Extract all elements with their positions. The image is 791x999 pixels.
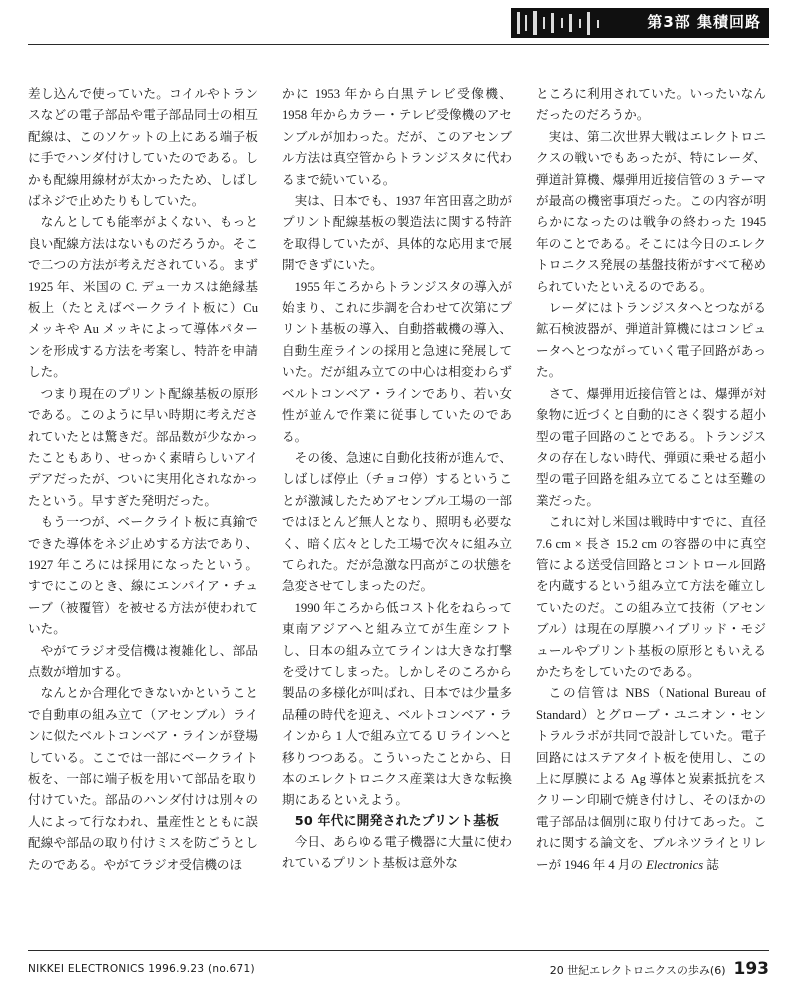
footer-series-title: 20 世紀エレクトロニクスの歩み(6): [549, 964, 726, 977]
paragraph: もう一つが、ベークライト板に真鍮でできた導体をネジ止めする方法であり、1927 年ころには採用になったという。すでにこのとき、線にエンパイア・チューブ（被覆管）を被せる方法が使われていた。: [28, 515, 258, 637]
page-number: 193: [733, 959, 769, 979]
paragraph: レーダにはトランジスタヘとつながる鉱石検波器が、弾道計算機にはコンピュータへとつながっていく電子回路があった。: [536, 301, 766, 380]
paragraph-text-tail: 誌: [703, 857, 719, 872]
paragraph: なんとか合理化できないかということで自動車の組み立て（アセンブル）ラインに似たベルトコンベア・ラインが登場している。ここでは一部にベークライト板を、一部に端子板を用いて部品を取り付けていた。部品のハンダ付けは別々の人によって行なわれ、量産性とともに誤配線や部品の取り付けミスを防ごうとしたのである。やがてラジオ受信機のほ: [28, 686, 258, 872]
article-body: [28, 84, 766, 919]
footer-publication-info: NIKKEI ELECTRONICS 1996.9.23 (no.671): [28, 963, 255, 975]
paragraph: その後、急速に自動化技術が進んで、しばしば停止（チョコ停）するということが激減したためアセンブル工場の一部ではほとんど無人となり、照明も必要なく、暗く広々とした工場で次々に組み立てられた。だが急激な円高がこの状態を急変させてしまったのだ。: [282, 450, 512, 594]
paragraph: かに 1953 年から白黒テレビ受像機、1958 年からカラー・テレビ受像機のアセンブルが加わった。だが、このアセンブル方法は真空管からトランジスタに代わるまで続いている。: [282, 87, 512, 187]
paragraph-text: この信管は NBS（National Bureau of Standard）とグローブ・ユニオン・セントラルラボが共同で設計していた。電子回路にはステアタイト板を使用し、この上に厚膜による Ag 導体と炭素抵抗をスクリーン印刷で焼き付けし、そのほかの電子部品は個別に取り付けてあった。これに関する論文を、ブルネツライとリレーが 1946 年 4 月の: [536, 686, 766, 872]
section-subheading: 50 年代に開発されたプリント基板: [294, 813, 500, 829]
section-header-tab: [511, 8, 769, 38]
paragraph: つまり現在のプリント配線基板の原形である。このように早い時期に考えだされていたとは驚きだ。部品数が少なかったこともあり、せっかく素晴らしいアイデアだったが、ついに実用化されなかったという。早すぎた発明だった。: [28, 386, 258, 508]
paragraph: 今日、あらゆる電子機器に大量に使われているプリント基板は意外な: [282, 834, 512, 871]
paragraph: 実は、日本でも、1937 年宮田喜之助がプリント配線基板の製造法に関する特許を取得していたが、具体的な応用まで展開できずにいた。: [282, 194, 512, 273]
paragraph: 差し込んで使っていた。コイルやトランスなどの電子部品や電子部品同士の相互配線は、このソケットの上にある端子板に手でハンダ付けしていたのである。しかも配線用線材が太かったため、しばしばネジで止めたりもしていた。: [28, 87, 258, 209]
text-column-3: [536, 84, 766, 919]
text-column-2: [282, 84, 512, 919]
paragraph: やがてラジオ受信機は複雑化し、部品点数が増加する。: [28, 643, 258, 679]
section-header-label: 第3部 集積回路: [647, 13, 761, 31]
paragraph: ところに利用されていた。いったいなんだったのだろうか。: [536, 87, 766, 123]
paragraph: 1955 年ころからトランジスタの導入が始まり、これに歩調を合わせて次第にプリント基板の導入、自動搭載機の導入、自動生産ラインの採用と急速に発展していた。だが組み立ての中心は相変わらずベルトコンベア・ラインであり、若い女性が並んで作業に従事していたのである。: [282, 279, 512, 444]
paragraph: 1990 年ころから低コスト化をねらって東南アジアへと組み立てが生産シフトし、日本の組み立てラインは大きな打撃を受けてしまった。しかしそのころから製品の多様化が叫ばれ、日本では少量多品種の時代を迎え、ベルトコンベア・ラインから 1 人で組み立てる U ラインへと移りつつある。こういったことから、日本のエレクトロニクス産業は大きな転換期にあるといえよう。: [282, 600, 512, 808]
italic-journal-name: Electronics: [646, 857, 704, 872]
header-divider-rule: [28, 44, 769, 45]
paragraph: さて、爆弾用近接信管とは、爆弾が対象物に近づくと自動的にさく裂する超小型の電子回路のことである。トランジスタの存在しない時代、弾頭に乗せる超小型の電子回路を組み立てることは至難の業だった。: [536, 386, 766, 508]
footer-divider-rule: [28, 950, 769, 951]
paragraph: 実は、第二次世界大戦はエレクトロニクスの戦いでもあったが、特にレーダ、弾道計算機、爆弾用近接信管の 3 テーマが最高の機密事項だった。この内容が明らかになったのは戦争の終わった 1945 年のことである。そこには今日のエレクトロニクス発展の基盤技術がすべて秘められていたといえるのである。: [536, 129, 766, 294]
paragraph: これに対し米国は戦時中すでに、直径 7.6 cm × 長さ 15.2 cm の容器の中に真空管による送受信回路とコントロール回路を内蔵するという組み立て方法を確立していたのだ。この組み立て技術（アセンブル）は現在の厚膜ハイブリッド・モジュールやプリント基板の原形ともいえるかたちをしていたのである。: [536, 515, 766, 679]
paragraph: なんとしても能率がよくない、もっと良い配線方法はないものだろうか。そこで二つの方法が考えだされている。まず 1925 年、米国の C. デュ一カスは絶縁基板上（たとえばベークライト板に）Cu メッキや Au メッキによって導体パターンを形成する方法を考案し、特許を申請した。: [28, 215, 258, 380]
text-column-1: [28, 84, 258, 919]
paragraph-with-italic: [536, 683, 766, 876]
footer-right-group: [550, 959, 769, 979]
